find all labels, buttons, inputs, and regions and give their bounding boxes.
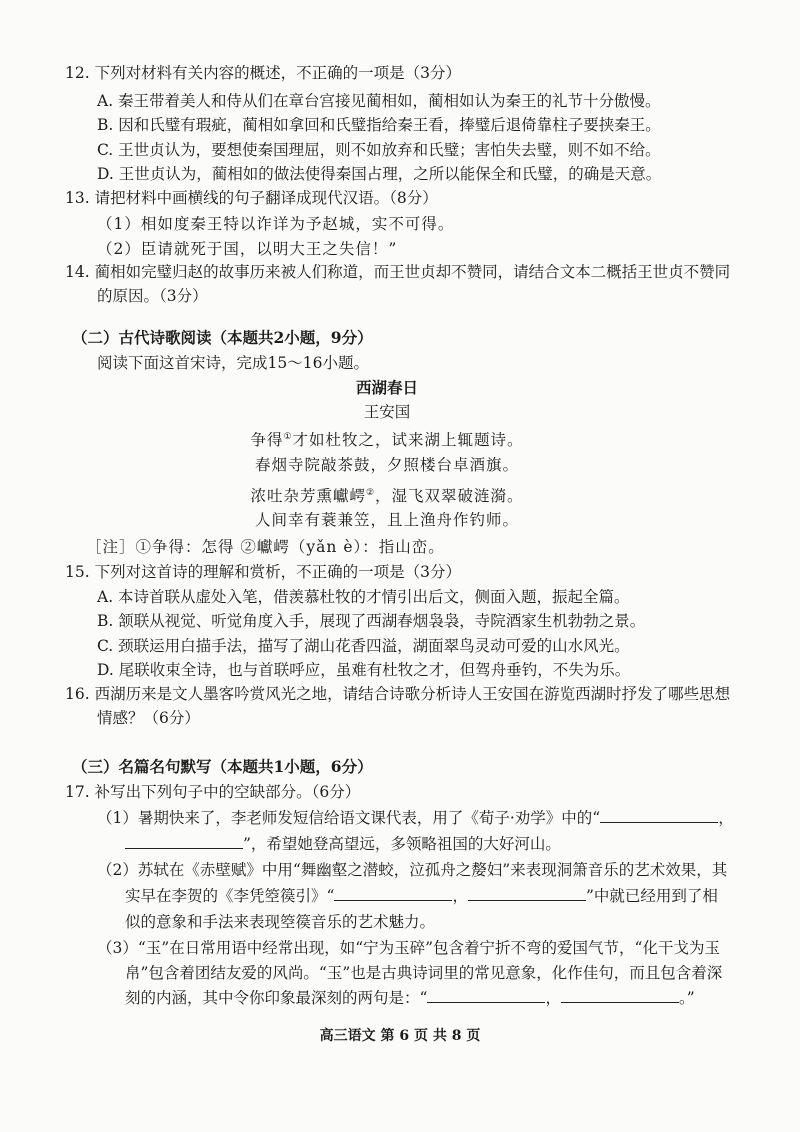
- item-text: ”中就已经用到了相: [585, 887, 718, 905]
- option-c: C. 颈联运用白描手法，描写了湖山花香四溢，湖面翠鸟灵动可爱的山水风光。: [97, 637, 630, 655]
- question-16-line1: 16. 西湖历来是文人墨客吟赏风光之地，请结合诗歌分析诗人王安国在游览西湖时抒发了哪些思想: [65, 685, 731, 703]
- translation-item-1: （1）相如度秦王特以诈详为予赵城，实不可得。: [97, 215, 455, 233]
- poem-text: 才如杜牧之，试来湖上辄题诗。: [292, 431, 524, 450]
- fill-item-2-cont: [125, 886, 718, 906]
- section-intro: 阅读下面这首宋诗，完成15～16小题。: [97, 354, 369, 372]
- poem-title: 西湖春日: [355, 378, 418, 397]
- option-a: A. 秦王带着美人和侍从们在章台宫接见蔺相如，蔺相如认为秦王的礼节十分傲慢。: [97, 92, 661, 110]
- section-heading: （二）古代诗歌阅读（本题共2小题，9分）: [72, 328, 373, 347]
- answer-blank: [334, 886, 452, 901]
- footnote-marker: ②: [365, 488, 376, 498]
- poem-text: ，湿飞双翠破涟漪。: [375, 487, 524, 506]
- item-text: ”，希望她登高望远，多领略祖国的大好河山。: [243, 835, 561, 853]
- option-a: A. 本诗首联从虚处入笔，借羡慕杜牧的才情引出后文，侧面入题，振起全篇。: [97, 588, 630, 606]
- question-12-stem: 12. 下列对材料有关内容的概述，不正确的一项是（3分）: [65, 64, 461, 82]
- item-text: 。”: [678, 989, 695, 1007]
- poem-author: 王安国: [363, 403, 411, 421]
- section-heading: （三）名篇名句默写（本题共1小题，6分）: [72, 757, 373, 776]
- footnote-marker: ①: [283, 432, 293, 442]
- translation-item-2: （2）臣请就死于国，以明大王之失信！”: [97, 240, 398, 258]
- option-c: C. 王世贞认为，要想使秦国理屈，则不如放弃和氏璧；害怕失去璧，则不如不给。: [97, 141, 661, 159]
- question-17-stem: 17. 补写出下列句子中的空缺部分。（6分）: [65, 783, 361, 801]
- question-16-line2: 情感？（6分）: [97, 709, 200, 727]
- fill-item-2: （2）苏轼在《赤壁赋》中用“舞幽壑之潜蛟，泣孤舟之嫠妇”来表现洞箫音乐的艺术效果，其: [97, 861, 728, 879]
- answer-blank: [125, 834, 243, 849]
- item-text: ，: [718, 809, 734, 827]
- poem-line-3: [0, 483, 774, 506]
- question-14-line1: 14. 蔺相如完璧归赵的故事历来被人们称道，而王世贞却不赞同，请结合文本二概括王世贞不赞同: [65, 263, 731, 281]
- item-text: ，: [452, 887, 468, 905]
- answer-blank: [468, 886, 586, 901]
- poem-line-4: 人间幸有蓑兼笠，且上渔舟作钓师。: [254, 511, 519, 529]
- answer-blank: [561, 988, 679, 1003]
- answer-blank: [600, 808, 718, 823]
- option-b: B. 因和氏璧有瑕疵，蔺相如拿回和氏璧指给秦王看，捧璧后退倚靠柱子要挟秦王。: [97, 116, 661, 134]
- poem-line-2: 春烟寺院敲茶鼓，夕照楼台卓酒旗。: [254, 456, 519, 474]
- fill-item-3: （3）“玉”在日常用语中经常出现，如“宁为玉碎”包含着宁折不弯的爱国气节，“化干戈为玉: [97, 939, 720, 957]
- poem-text: 争得: [250, 431, 284, 450]
- fill-item-1-cont: [125, 834, 561, 854]
- item-text: ，: [545, 989, 561, 1007]
- option-d: D. 王世贞认为，蔺相如的做法使得秦国占理，之所以能保全和氏璧，的确是天意。: [97, 165, 662, 183]
- fill-item-2-cont2: 似的意象和手法来表现箜篌音乐的艺术魅力。: [125, 913, 436, 931]
- option-d: D. 尾联收束全诗，也与首联呼应，虽难有杜牧之才，但驾舟垂钓，不失为乐。: [97, 661, 631, 679]
- poem-notes: ［注］①争得：怎得 ②巘崿（yǎn è）：指山峦。: [86, 538, 445, 556]
- item-text: （1）暑期快来了，李老师发短信给语文课代表，用了《荀子·劝学》中的“: [97, 809, 601, 827]
- item-text: 实早在李贺的《李凭箜篌引》“: [125, 887, 335, 905]
- fill-item-3-cont2: [125, 988, 695, 1008]
- poem-line-1: [0, 427, 774, 450]
- question-14-line2: 的原因。（3分）: [97, 287, 208, 305]
- item-text: 刻的内涵，其中令你印象最深刻的两句是：“: [125, 989, 428, 1007]
- question-15-stem: 15. 下列对这首诗的理解和赏析，不正确的一项是（3分）: [65, 563, 461, 581]
- option-b: B. 颔联从视觉、听觉角度入手，展现了西湖春烟袅袅，寺院酒家生机勃勃之景。: [97, 612, 646, 630]
- answer-blank: [427, 988, 545, 1003]
- question-13-stem: 13. 请把材料中画横线的句子翻译成现代汉语。（8分）: [65, 189, 438, 207]
- page-footer: 高三语文 第 6 页 共 8 页: [319, 1028, 481, 1044]
- fill-item-3-cont: 帛”包含着团结友爱的风尚。“玉”也是古典诗词里的常见意象，化作佳句，而且包含着深: [125, 964, 723, 982]
- poem-text: 浓吐杂芳熏巘崿: [250, 487, 366, 506]
- fill-item-1: [97, 808, 734, 828]
